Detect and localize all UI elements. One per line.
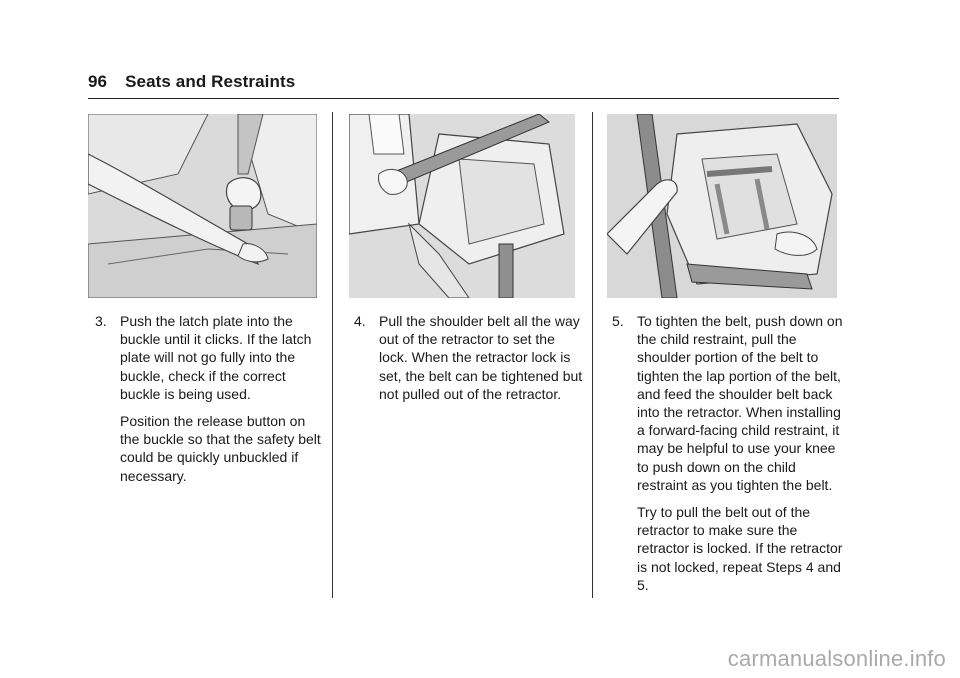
- page-number: 96: [88, 72, 108, 91]
- step-number: 3.: [95, 313, 107, 329]
- step-subtext: Try to pull the belt out of the retractor to make sure the retractor is locked. If the retractor is not locked, repeat Steps 4 and 5.: [637, 504, 843, 593]
- step-5: [612, 312, 844, 594]
- page-header: [88, 72, 295, 92]
- step-text: To tighten the belt, push down on the child restraint, pull the shoulder portion of the belt to tighten the lap portion of the belt, and feed the shoulder belt back into the retractor. When installing a forward-facing child restraint, it may be helpful to use your knee to push down on the child restraint as you tighten the belt.: [637, 313, 843, 493]
- step-number: 4.: [354, 313, 366, 329]
- section-title: Seats and Restraints: [125, 72, 296, 91]
- step-text: Pull the shoulder belt all the way out of the retractor to set the lock. When the retractor lock is set, the belt can be tightened but not pulled out of the retractor.: [379, 313, 583, 402]
- step-subtext: Position the release button on the buckle so that the safety belt could be quickly unbuckled if necessary.: [120, 413, 321, 484]
- step-number: 5.: [612, 313, 624, 329]
- column-divider: [332, 112, 333, 598]
- illustration-shoulder-belt: [349, 114, 575, 298]
- step-4: [354, 312, 586, 403]
- header-rule: [88, 98, 839, 99]
- column-divider: [592, 112, 593, 598]
- illustration-latch-buckle: [88, 114, 317, 298]
- illustration-tighten-belt: [607, 114, 837, 298]
- watermark: carmanualsonline.info: [727, 646, 946, 671]
- step-3: [95, 312, 327, 485]
- step-text: Push the latch plate into the buckle until it clicks. If the latch plate will not go fully into the buckle, check if the correct buckle is being used.: [120, 313, 312, 402]
